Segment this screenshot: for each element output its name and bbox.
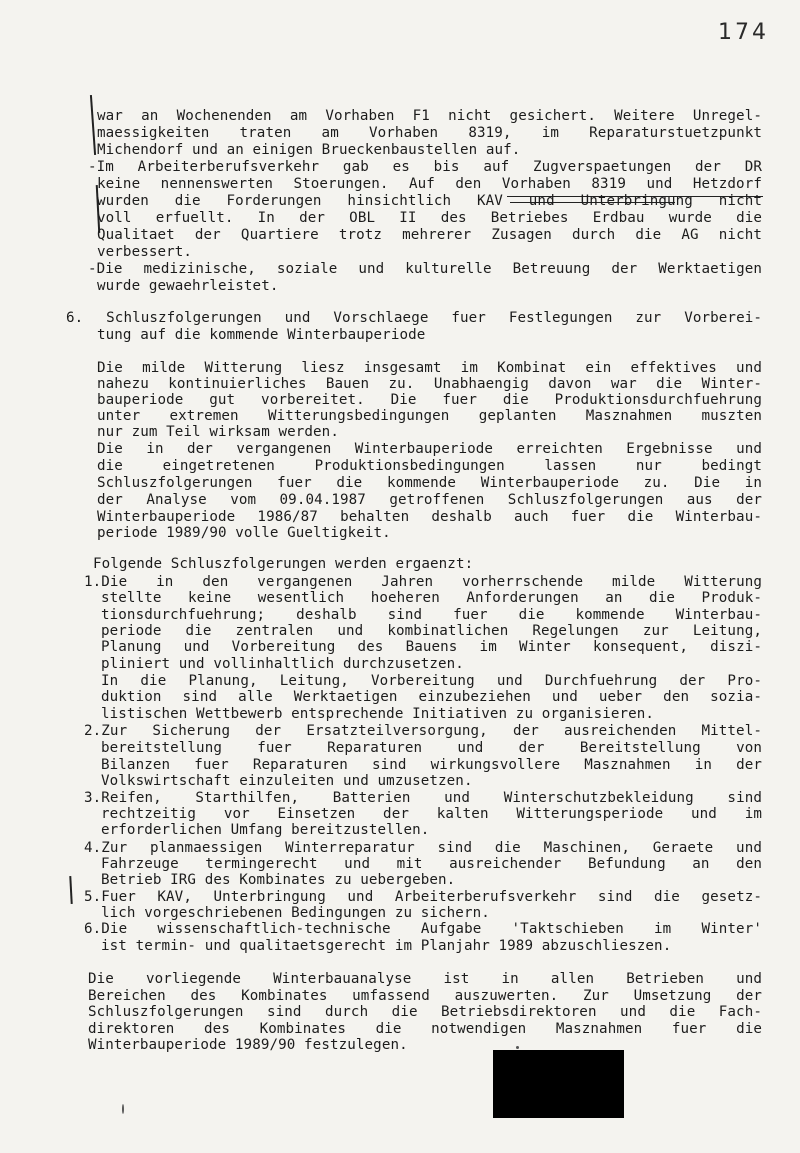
text-line: pliniert und vollinhaltlich durchzusetzen. [101,656,464,672]
text-line: erforderlichen Umfang bereitzustellen. [101,822,430,838]
text-line: Bereichen des Kombinates umfassend auszuwerten. Zur Umsetzung der [88,988,762,1004]
text-line: Schluszfolgerungen sind durch die Betriebsdirektoren und die Fach- [88,1004,762,1020]
text-line: Schluszfolgerungen fuer die kommende Winterbauperiode zu. Die in [97,475,762,491]
text-line: direktoren des Kombinates die notwendigen Masznahmen fuer die [88,1021,762,1037]
text-line: 2.Zur Sicherung der Ersatzteilversorgung, der ausreichenden Mittel- [84,723,762,739]
text-line: periode 1989/90 volle Gueltigkeit. [97,525,391,541]
list-intro: Folgende Schluszfolgerungen werden ergaenzt: [93,556,474,572]
text-line: Winterbauperiode 1989/90 festzulegen. [88,1037,408,1053]
text-line: -Im Arbeiterberufsverkehr gab es bis auf Zugverspaetungen der DR [88,159,762,175]
text-line: tung auf die kommende Winterbauperiode [97,327,426,343]
text-line: verbessert. [97,244,193,260]
text-line: nur zum Teil wirksam werden. [97,424,339,440]
text-line: Michendorf und an einigen Brueckenbaustellen auf. [97,142,521,158]
text-line: die eingetretenen Produktionsbedingungen lassen nur bedingt [97,458,762,474]
text-line: Bilanzen fuer Reparaturen sind wirkungsvollere Masznahmen in der [101,757,762,773]
text-line: 6. Schluszfolgerungen und Vorschlaege fuer Festlegungen zur Vorberei- [66,310,762,326]
text-line: Die vorliegende Winterbauanalyse ist in allen Betrieben und [88,971,762,987]
scan-speck [122,1104,124,1114]
text-line: 3.Reifen, Starthilfen, Batterien und Winterschutzbekleidung sind [84,790,762,806]
text-line: duktion sind alle Werktaetigen einzubeziehen und ueber den sozia- [101,689,762,705]
page-number: 174 [718,20,769,45]
text-line: bauperiode gut vorbereitet. Die fuer die Produktionsdurchfuehrung [97,392,762,408]
text-line: war an Wochenenden am Vorhaben F1 nicht gesichert. Weitere Unregel- [97,108,762,124]
text-line: 5.Fuer KAV, Unterbringung und Arbeiterberufsverkehr sind die gesetz- [84,889,762,905]
text-line: Qualitaet der Quartiere trotz mehrerer Zusagen durch die AG nicht [97,227,762,243]
text-line: Fahrzeuge termingerecht und mit ausreichender Befundung an den [101,856,762,872]
text-line: keine nennenswerten Stoerungen. Auf den Vorhaben 8319 und Hetzdorf [97,176,762,192]
text-line: 1.Die in den vergangenen Jahren vorherrschende milde Witterung [84,574,762,590]
margin-mark [69,876,72,904]
text-line: stellte keine wesentlich hoeheren Anforderungen an die Produk- [101,590,762,606]
text-line: maessigkeiten traten am Vorhaben 8319, im Reparaturstuetzpunkt [97,125,762,141]
text-line: Winterbauperiode 1986/87 behalten deshalb auch fuer die Winterbau- [97,509,762,525]
text-line: unter extremen Witterungsbedingungen geplanten Masznahmen muszten [97,408,762,424]
scan-speck [516,1046,519,1049]
text-line: listischen Wettbewerb entsprechende Initiativen zu organisieren. [101,706,655,722]
text-line: Betrieb IRG des Kombinates zu uebergeben. [101,872,456,888]
text-line: -Die medizinische, soziale und kulturelle Betreuung der Werktaetigen [88,261,762,277]
text-line: lich vorgeschriebenen Bedingungen zu sichern. [101,905,490,921]
text-line: 6.Die wissenschaftlich-technische Aufgabe 'Taktschieben im Winter' [84,921,762,937]
text-line: In die Planung, Leitung, Vorbereitung und Durchfuehrung der Pro- [101,673,762,689]
text-line: bereitstellung fuer Reparaturen und der Bereitstellung von [101,740,762,756]
text-line: der Analyse vom 09.04.1987 getroffenen Schluszfolgerungen aus der [97,492,762,508]
text-line: nahezu kontinuierliches Bauen zu. Unabhaengig davon war die Winter- [97,376,762,392]
redaction-box [493,1050,624,1118]
margin-mark [90,95,96,155]
text-line: periode die zentralen und kombinatlichen Regelungen zur Leitung, [101,623,762,639]
text-line: 4.Zur planmaessigen Winterreparatur sind die Maschinen, Geraete und [84,840,762,856]
text-line: voll erfuellt. In der OBL II des Betriebes Erdbau wurde die [97,210,762,226]
text-line: tionsdurchfuehrung; deshalb sind fuer die kommende Winterbau- [101,607,762,623]
text-line: Die in der vergangenen Winterbauperiode erreichten Ergebnisse und [97,441,762,457]
text-line: wurde gewaehrleistet. [97,278,279,294]
text-line: rechtzeitig vor Einsetzen der kalten Witterungsperiode und im [101,806,762,822]
text-line: Planung und Vorbereitung des Bauens im Winter konsequent, diszi- [101,639,762,655]
text-line: Die milde Witterung liesz insgesamt im Kombinat ein effektives und [97,360,762,376]
text-line: wurden die Forderungen hinsichtlich KAV und Unterbringung nicht [97,193,762,209]
text-line: ist termin- und qualitaetsgerecht im Planjahr 1989 abzuschlieszen. [101,938,672,954]
text-line: Volkswirtschaft einzuleiten und umzusetzen. [101,773,473,789]
